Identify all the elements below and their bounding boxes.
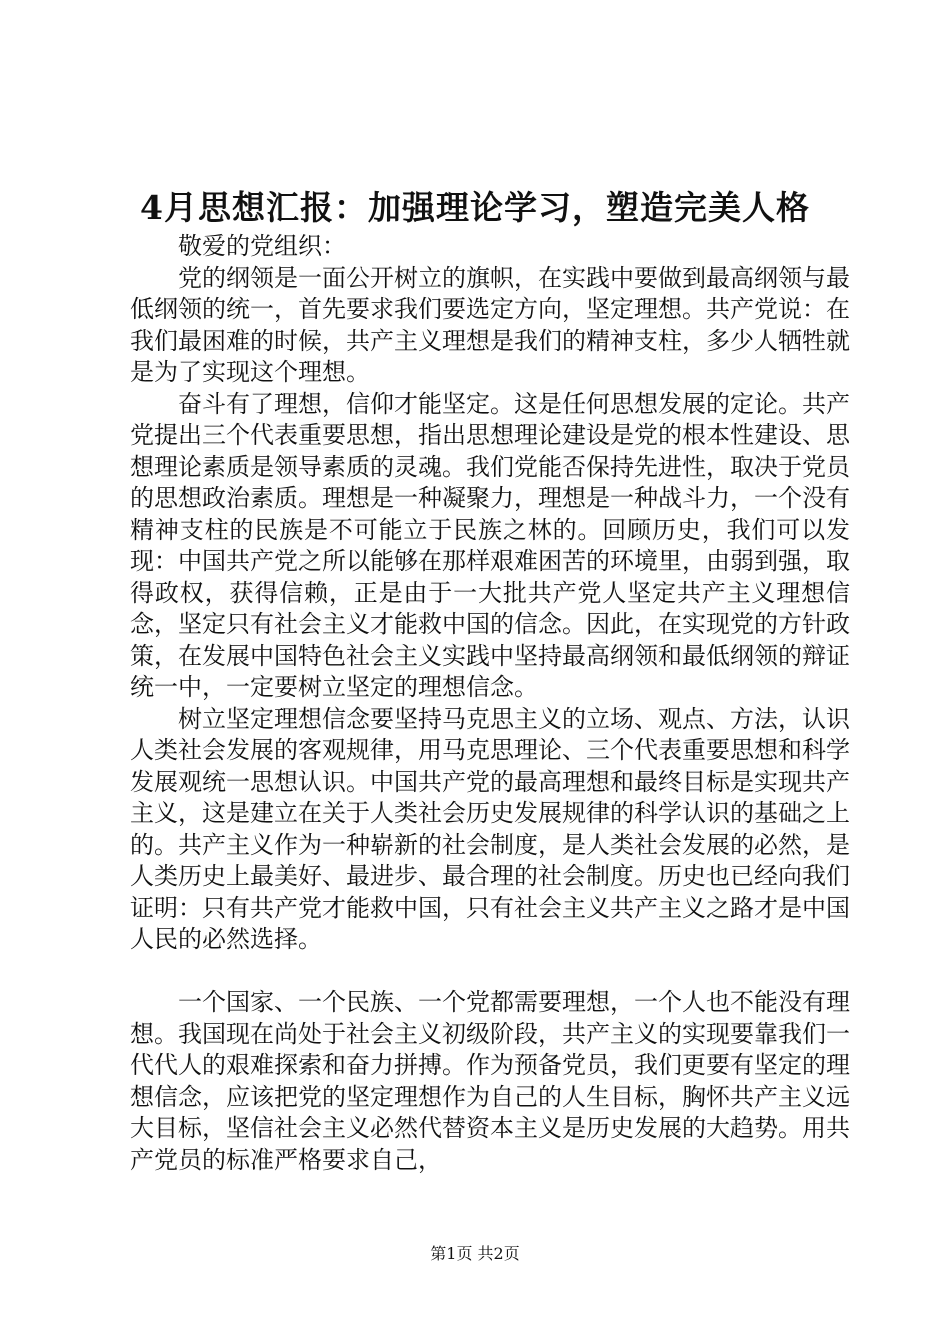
page-footer: 第1页 共2页	[430, 1244, 520, 1263]
paragraph-2: 奋斗有了理想，信仰才能坚定。这是任何思想发展的定论。共产党提出三个代表重要思想，指出思想理论建设是党的根本性建设、思想理论素质是领导素质的灵魂。我们党能否保持先进性，取决于党员的思想政治素质。理想是一种凝聚力，理想是一种战斗力，一个没有精神支柱的民族是不可能立于民族之林的。回顾历史，我们可以发现：中国共产党之所以能够在那样艰难困苦的环境里，由弱到强，取得政权，获得信赖，正是由于一大批共产党人坚定共产主义理想信念，坚定只有社会主义才能救中国的信念。因此，在实现党的方针政策，在发展中国特色社会主义实践中坚持最高纲领和最低纲领的辩证统一中，一定要树立坚定的理想信念。	[130, 389, 850, 701]
salutation: 敬爱的党组织：	[178, 232, 346, 260]
paragraph-1: 党的纲领是一面公开树立的旗帜，在实践中要做到最高纲领与最低纲领的统一，首先要求我们要选定方向，坚定理想。共产党说：在我们最困难的时候，共产主义理想是我们的精神支柱，多少人牺牲就是为了实现这个理想。	[130, 263, 850, 386]
paragraph-3: 树立坚定理想信念要坚持马克思主义的立场、观点、方法，认识人类社会发展的客观规律，用马克思理论、三个代表重要思想和科学发展观统一思想认识。中国共产党的最高理想和最终目标是实现共产主义，这是建立在关于人类社会历史发展规律的科学认识的基础之上的。共产主义作为一种崭新的社会制度，是人类社会发展的必然，是人类历史上最美好、最进步、最合理的社会制度。历史也已经向我们证明：只有共产党才能救中国，只有社会主义共产主义之路才是中国人民的必然选择。	[130, 704, 850, 953]
document-title: 4月思想汇报：加强理论学习，塑造完美人格	[140, 188, 810, 227]
document-body	[130, 231, 850, 1176]
paragraph-4: 一个国家、一个民族、一个党都需要理想，一个人也不能没有理想。我国现在尚处于社会主义初级阶段，共产主义的实现要靠我们一代代人的艰难探索和奋力拼搏。作为预备党员，我们更要有坚定的理想信念，应该把党的坚定理想作为自己的人生目标，胸怀共产主义远大目标，坚信社会主义必然代替资本主义是历史发展的大趋势。用共产党员的标准严格要求自己，	[130, 988, 850, 1174]
